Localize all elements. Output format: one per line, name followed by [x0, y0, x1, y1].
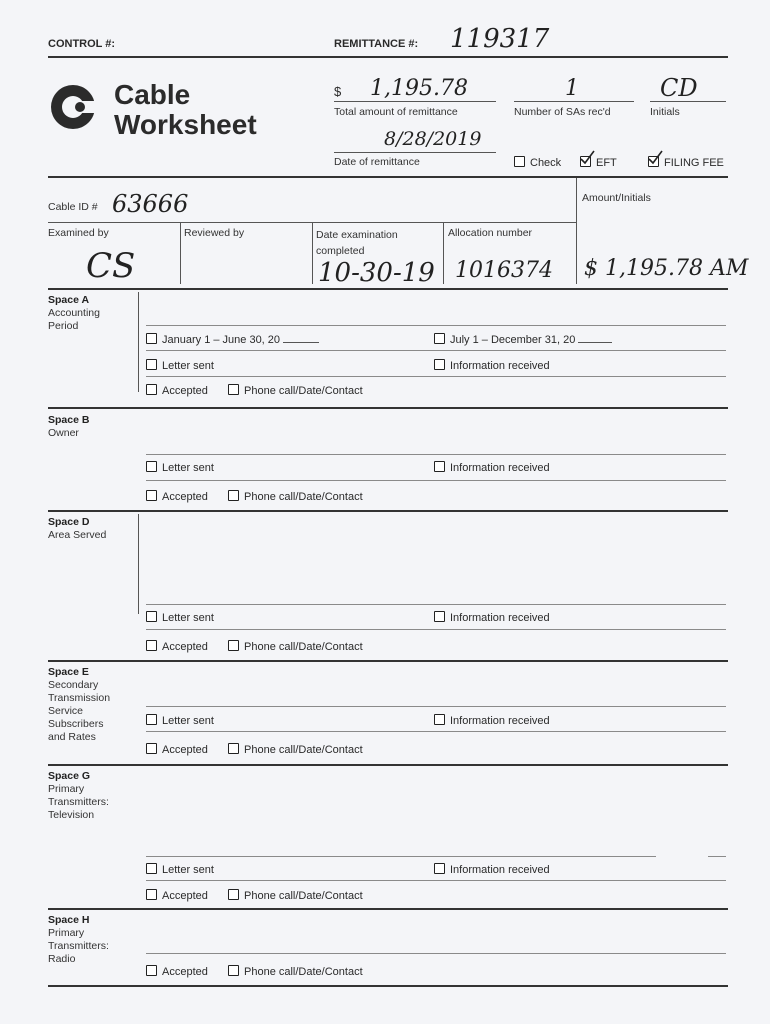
space-h-sub-1: Primary	[48, 927, 85, 939]
space-a-info-label: Information received	[450, 360, 550, 372]
amount-initials-value: $ 1,195.78 AM	[584, 256, 749, 281]
space-g-info-received[interactable]	[434, 863, 550, 876]
space-e-line	[146, 706, 726, 707]
reviewed-by-label: Reviewed by	[184, 227, 245, 239]
space-e-info-checkbox[interactable]	[434, 714, 445, 725]
initials-rule	[650, 101, 726, 102]
sas-received-value: 1	[565, 76, 579, 101]
space-e-sub-4: Subscribers	[48, 718, 104, 730]
space-b-accepted-label: Accepted	[162, 491, 208, 503]
space-b-letter-sent[interactable]	[146, 461, 214, 474]
space-a-letter-checkbox[interactable]	[146, 359, 157, 370]
space-b-title: Space B	[48, 414, 90, 426]
space-h-line	[146, 953, 726, 954]
space-e-phone-call[interactable]	[228, 743, 363, 756]
jul-dec-label: July 1 – December 31, 20	[450, 334, 576, 346]
allocation-value: 1016374	[455, 258, 553, 283]
filing-fee-checkbox[interactable]	[648, 156, 659, 167]
filing-fee-option[interactable]	[648, 156, 724, 169]
space-d-letter-checkbox[interactable]	[146, 611, 157, 622]
space-h-accepted-checkbox[interactable]	[146, 965, 157, 976]
space-d-info-checkbox[interactable]	[434, 611, 445, 622]
check-label: Check	[530, 157, 562, 169]
space-a-phone-call[interactable]	[228, 384, 363, 397]
space-a-phone-label: Phone call/Date/Contact	[244, 385, 363, 397]
amount-rule	[334, 101, 496, 102]
space-b-heading	[48, 414, 89, 440]
space-a-accepted[interactable]	[146, 384, 208, 397]
left-divider-a	[138, 292, 139, 392]
date-exam-value: 10-30-19	[318, 258, 435, 288]
exam-rule	[48, 288, 728, 290]
space-b-sub-1: Owner	[48, 427, 79, 439]
cable-id-value: 63666	[112, 190, 189, 218]
space-d-rule	[48, 660, 728, 662]
space-a-info-checkbox[interactable]	[434, 359, 445, 370]
space-b-accepted-checkbox[interactable]	[146, 490, 157, 501]
logo-title	[114, 80, 257, 140]
space-g-accepted[interactable]	[146, 889, 208, 902]
space-g-title: Space G	[48, 770, 91, 782]
remittance-date: 8/28/2019	[384, 128, 482, 150]
space-a-letter-sent[interactable]	[146, 359, 214, 372]
examined-by-value: CS	[86, 246, 136, 286]
space-a-letter-label: Letter sent	[162, 360, 214, 372]
filing-fee-label: FILING FEE	[664, 157, 724, 169]
space-h-rule	[48, 985, 728, 987]
space-g-letter-checkbox[interactable]	[146, 863, 157, 874]
amount-divider	[576, 178, 577, 284]
exam-divider-2	[312, 222, 313, 284]
jan-june-checkbox[interactable]	[146, 333, 157, 344]
space-b-rule	[48, 510, 728, 512]
space-e-accepted[interactable]	[146, 743, 208, 756]
check-checkbox[interactable]	[514, 156, 525, 167]
cable-id-label: Cable ID #	[48, 201, 98, 213]
space-b-accepted[interactable]	[146, 490, 208, 503]
space-a-rule	[48, 407, 728, 409]
space-a-phone-checkbox[interactable]	[228, 384, 239, 395]
date-exam-label-2: completed	[316, 245, 365, 257]
space-h-title: Space H	[48, 914, 90, 926]
space-a-accepted-checkbox[interactable]	[146, 384, 157, 395]
amount-label: Total amount of remittance	[334, 106, 458, 118]
space-h-phone-label: Phone call/Date/Contact	[244, 966, 363, 978]
check-option[interactable]	[514, 156, 561, 169]
space-e-heading	[48, 666, 110, 744]
space-a-sub-2: Period	[48, 320, 79, 332]
space-h-sub-2: Transmitters:	[48, 940, 109, 952]
space-e-sub-2: Transmission	[48, 692, 111, 704]
space-e-info-label: Information received	[450, 715, 550, 727]
space-a-info-received[interactable]	[434, 359, 550, 372]
space-h-phone-call[interactable]	[228, 965, 363, 978]
space-d-line-2	[146, 629, 726, 630]
space-h-accepted-label: Accepted	[162, 966, 208, 978]
space-g-line-end	[708, 856, 726, 857]
space-d-info-received[interactable]	[434, 611, 550, 624]
space-d-title: Space D	[48, 516, 90, 528]
jul-dec-option[interactable]	[434, 333, 612, 346]
space-e-rule	[48, 764, 728, 766]
space-g-phone-checkbox[interactable]	[228, 889, 239, 900]
space-d-phone-checkbox[interactable]	[228, 640, 239, 651]
space-h-accepted[interactable]	[146, 965, 208, 978]
date-rule	[334, 152, 496, 153]
space-g-info-checkbox[interactable]	[434, 863, 445, 874]
space-e-accepted-checkbox[interactable]	[146, 743, 157, 754]
space-b-letter-checkbox[interactable]	[146, 461, 157, 472]
space-g-heading	[48, 770, 109, 822]
space-g-phone-call[interactable]	[228, 889, 363, 902]
space-d-accepted[interactable]	[146, 640, 208, 653]
space-e-title: Space E	[48, 666, 89, 678]
space-h-sub-3: Radio	[48, 953, 76, 965]
date-exam-label-1: Date examination	[316, 229, 398, 241]
jan-june-label: January 1 – June 30, 20	[162, 334, 281, 346]
space-h-phone-checkbox[interactable]	[228, 965, 239, 976]
space-g-sub-3: Television	[48, 809, 95, 821]
space-g-rule	[48, 908, 728, 910]
initials-value: CD	[660, 74, 698, 102]
space-e-sub-3: Service	[48, 705, 84, 717]
eft-label: EFT	[596, 157, 617, 169]
space-e-letter-label: Letter sent	[162, 715, 214, 727]
space-d-phone-call[interactable]	[228, 640, 363, 653]
space-g-letter-label: Letter sent	[162, 864, 214, 876]
space-g-accepted-checkbox[interactable]	[146, 889, 157, 900]
space-d-letter-sent[interactable]	[146, 611, 214, 624]
header-rule	[48, 56, 728, 58]
space-h-heading	[48, 914, 109, 966]
space-a-heading	[48, 294, 100, 333]
space-b-info-received[interactable]	[434, 461, 550, 474]
exam-divider-3	[443, 222, 444, 284]
space-g-accepted-label: Accepted	[162, 890, 208, 902]
space-d-info-label: Information received	[450, 612, 550, 624]
space-b-info-label: Information received	[450, 462, 550, 474]
space-d-line	[146, 604, 726, 605]
space-a-line-2	[146, 350, 726, 351]
space-e-phone-label: Phone call/Date/Contact	[244, 744, 363, 756]
date-exam-label	[316, 227, 398, 259]
logo-line-2: Worksheet	[114, 109, 257, 140]
remittance-amount: 1,195.78	[370, 76, 468, 101]
space-e-letter-checkbox[interactable]	[146, 714, 157, 725]
space-g-phone-label: Phone call/Date/Contact	[244, 890, 363, 902]
space-g-letter-sent[interactable]	[146, 863, 214, 876]
amount-initials-label: Amount/Initials	[582, 192, 651, 204]
space-b-info-checkbox[interactable]	[434, 461, 445, 472]
space-b-line-2	[146, 480, 726, 481]
space-e-sub-5: and Rates	[48, 731, 96, 743]
eft-option[interactable]	[580, 156, 617, 169]
space-b-phone-call[interactable]	[228, 490, 363, 503]
space-d-phone-label: Phone call/Date/Contact	[244, 641, 363, 653]
remittance-date-label: Date of remittance	[334, 156, 420, 168]
jan-june-option[interactable]	[146, 333, 319, 346]
jul-dec-checkbox[interactable]	[434, 333, 445, 344]
examined-by-label: Examined by	[48, 227, 109, 239]
space-g-info-label: Information received	[450, 864, 550, 876]
space-a-accepted-label: Accepted	[162, 385, 208, 397]
eft-checkbox[interactable]	[580, 156, 591, 167]
space-a-title: Space A	[48, 294, 90, 306]
logo-line-1: Cable	[114, 79, 191, 110]
remittance-number: 119317	[450, 24, 550, 54]
space-b-phone-label: Phone call/Date/Contact	[244, 491, 363, 503]
dollar-sign: $	[334, 84, 342, 99]
initials-label: Initials	[650, 106, 680, 118]
space-d-heading	[48, 516, 106, 542]
space-g-line	[146, 856, 656, 857]
exam-divider-1	[180, 222, 181, 284]
space-e-line-2	[146, 731, 726, 732]
space-d-accepted-checkbox[interactable]	[146, 640, 157, 651]
space-d-sub-1: Area Served	[48, 529, 107, 541]
space-e-accepted-label: Accepted	[162, 744, 208, 756]
remittance-rule	[48, 176, 728, 178]
space-g-line-2	[146, 880, 726, 881]
space-b-letter-label: Letter sent	[162, 462, 214, 474]
control-label: CONTROL #:	[48, 38, 116, 50]
space-g-sub-2: Transmitters:	[48, 796, 109, 808]
left-divider-d	[138, 514, 139, 614]
remittance-label: REMITTANCE #:	[334, 38, 419, 50]
space-e-sub-1: Secondary	[48, 679, 99, 691]
sas-rule	[514, 101, 634, 102]
space-d-letter-label: Letter sent	[162, 612, 214, 624]
space-a-sub-1: Accounting	[48, 307, 100, 319]
allocation-label: Allocation number	[448, 227, 533, 239]
space-b-line	[146, 454, 726, 455]
space-e-info-received[interactable]	[434, 714, 550, 727]
space-d-accepted-label: Accepted	[162, 641, 208, 653]
sas-received-label: Number of SAs rec'd	[514, 106, 611, 118]
cable-logo-icon	[50, 84, 96, 135]
space-e-phone-checkbox[interactable]	[228, 743, 239, 754]
space-a-line	[146, 325, 726, 326]
space-e-letter-sent[interactable]	[146, 714, 214, 727]
space-a-line-3	[146, 376, 726, 377]
space-g-sub-1: Primary	[48, 783, 85, 795]
space-b-phone-checkbox[interactable]	[228, 490, 239, 501]
